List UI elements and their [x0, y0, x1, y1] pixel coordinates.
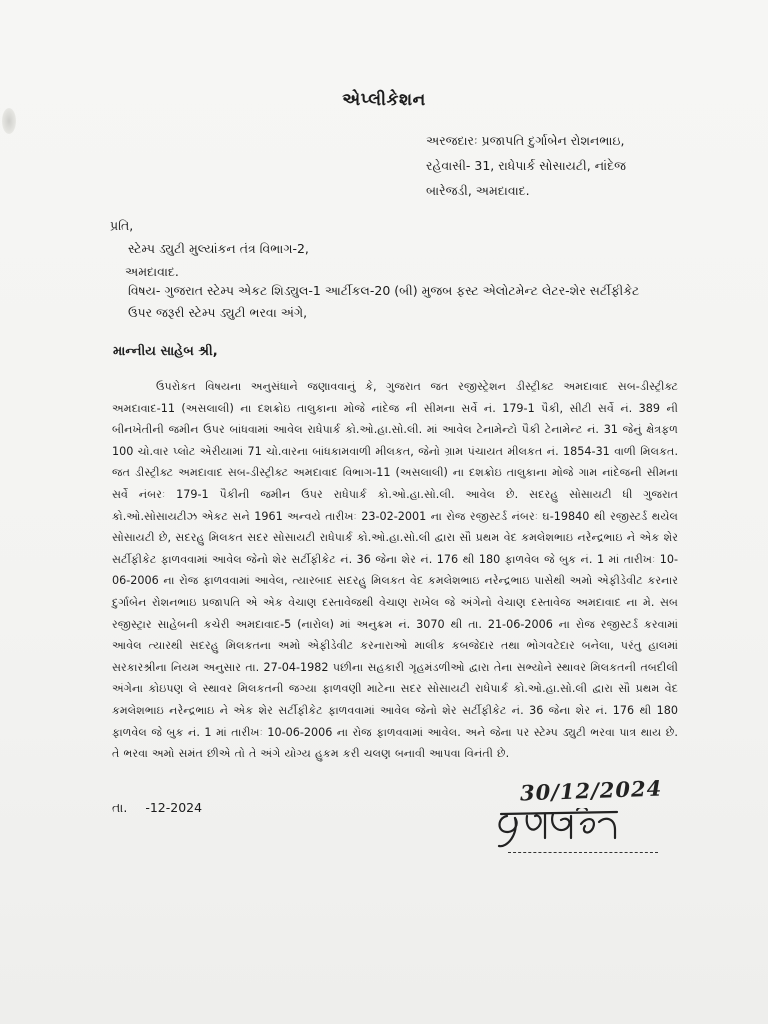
date-label: તા. — [112, 800, 128, 815]
applicant-name: અરજદારઃ પ્રજાપતિ દુર્ગાબેન રોશનભાઇ, — [426, 133, 625, 148]
applicant-block — [426, 128, 726, 203]
applicant-address-line-1: રહેવાસી- 31, રાધેપાર્ક સોસાયટી, નાંદેજ — [426, 158, 626, 173]
body-paragraph: ઉપરોકત વિષયના અનુસંધાને જણાવવાનું કે, ગુજરાત જત રજીસ્ટ્રેશન ડીસ્ટ્રીક્ટ અમદાવાદ સબ-ડીસ્ટ્રીક્ટ અમદાવાદ-11 (અસલાલી) ના દશક્રોઇ તાલુકાના મોજે નાંદેજ ની સીમના સર્વે નં. 179-1 પૈકી, સીટી સર્વે નં. 389 ની બીનખેતીની જમીન ઉપર બાંધવામાં આવેલ રાધેપાર્ક કો.ઓ.હા.સો.લી. માં આવેલ ટેનામેન્ટો પૈકી ટેનામેન્ટ નં. 31 જેનું ક્ષેત્રફળ 100 ચો.વાર પ્લોટ એરીયામાં 71 ચો.વારના બાંધકામવાળી મીલકત, જેનો ગ્રામ પંચાયત મીલકત નં. 1854-31 વાળી મિલકત. જત ડીસ્ટ્રીક્ટ અમદાવાદ સબ-ડીસ્ટ્રીક્ટ અમદાવાદ વિભાગ-11 (અસલાલી) ના દશક્રોઇ તાલુકાના મોજે ગામ નાંદેજની સીમના સર્વે નંબરઃ 179-1 પૈકીની જમીન ઉપર રાધેપાર્ક કો.ઓ.હા.સો.લી. આવેલ છે. સદરહુ સોસાયટી ધી ગુજરાત કો.ઓ.સોસાયટીઝ એકટ સને 1961 અન્વયે તારીખઃ 23-02-2001 ના રોજ રજીસ્ટર્ડ નંબરઃ ઘ-19840 થી રજીસ્ટર્ડ થયેલ સોસાયટી છે, સદરહુ મિલકત સદર સોસાયટી રાધેપાર્ક કો.ઓ.હા.સો.લી દ્વારા સૌ પ્રથમ વેદ કમલેશભાઇ નરેન્દ્રભાઇ ને એક શેર સર્ટીફીકેટ ફાળવવામાં આવેલ જેનો શેર સર્ટીફીકેટ નં. 36 જેના શેર નં. 176 થી 180 ફાળવેલ જે બુક નં. 1 માં તારીખઃ 10-06-2006 ના રોજ ફાળવવામાં આવેલ, ત્યારબાદ સદરહુ મિલકત વેદ કમલેશભાઇ નરેન્દ્રભાઇ પાસેથી અમો એફીડેવીટ કરનાર દુર્ગાબેન રોશનભાઇ પ્રજાપતિ એ એક વેચાણ દસ્તાવેજથી વેચાણ રાખેલ જે અંગેનો વેચાણ દસ્તાવેજ અમદાવાદ ના મે. સબ રજીસ્ટ્રાર સાહેબની કચેરી અમદાવાદ-5 (નારોલ) માં અનુક્રમ નં. 3070 થી તા. 21-06-2006 ના રોજ રજીસ્ટર્ડ કરવામાં આવેલ ત્યારથી સદરહુ મિલકતના અમો એફીડેવીટ કરનારાઓ માલીક કબજેદાર તથા ભોગવટેદાર બનેલા, પરંતુ હાલમાં સરકારશ્રીના નિયમ અનુસાર તા. 27-04-1982 પછીના સહકારી ગૃહમંડળીઓ દ્વારા તેના સભ્યોને સ્થાવર મિલકતની તબદીલી અંગેના કોઇપણ લે સ્થાવર મિલકતની જગ્યા ફાળવણી માટેના સદર સોસાયટી રાધેપાર્ક કો.ઓ.હા.સો.લી દ્વારા સૌ પ્રથમ વેદ કમલેશભાઇ નરેન્દ્રભાઇ ને એક શેર સર્ટીફીકેટ ફાળવવામાં આવેલ જેનો શેર સર્ટીફીકેટ નં. 36 જેના શેર નં. 176 થી 180 ફાળવેલ જે બુક નં. 1 માં તારીખઃ 10-06-2006 ના રોજ ફાળવવામાં આવેલ. અને જેના પર સ્ટેમ્પ ડ્યુટી ભરવા પાત્ર થાય છે. તે ભરવા અમો સમંત છીએ તો તે અંગે યોગ્ય હુકમ કરી ચલણ બનાવી આપવા વિનંતી છે. — [112, 380, 678, 761]
subject-line-1: વિષય- ગુજરાત સ્ટેમ્પ એકટ શિડ્યુલ-1 આર્ટીકલ-20 (બી) મુજબ ફસ્ટ એલોટમેન્ટ લેટર-શેર સર્ટીફીકેટ — [128, 283, 640, 298]
recipient-city: અમદાવાદ. — [125, 264, 179, 279]
signature-dashed-line — [508, 852, 658, 853]
recipient-office: સ્ટેમ્પ ડ્યુટી મુલ્યાંકન તંત્ર વિભાગ-2, — [128, 241, 309, 256]
signature-drawing — [493, 808, 633, 856]
punch-hole-mark — [2, 108, 16, 134]
applicant-address-line-2: બારેજડી, અમદાવાદ. — [426, 183, 530, 198]
recipient-block — [110, 214, 670, 283]
page-title: એપ્લીકેશન — [342, 90, 426, 110]
date-value: -12-2024 — [145, 800, 203, 815]
date-line — [112, 800, 202, 816]
subject-block — [128, 280, 698, 324]
salutation: માન્નીય સાહેબ શ્રી, — [113, 344, 218, 359]
subject-line-2: ઉપર જરૂરી સ્ટેમ્પ ડ્યુટી ભરવા અંગે, — [128, 305, 308, 320]
recipient-prati: પ્રતિ, — [110, 218, 134, 233]
handwritten-date: 30/12/2024 — [519, 775, 663, 806]
